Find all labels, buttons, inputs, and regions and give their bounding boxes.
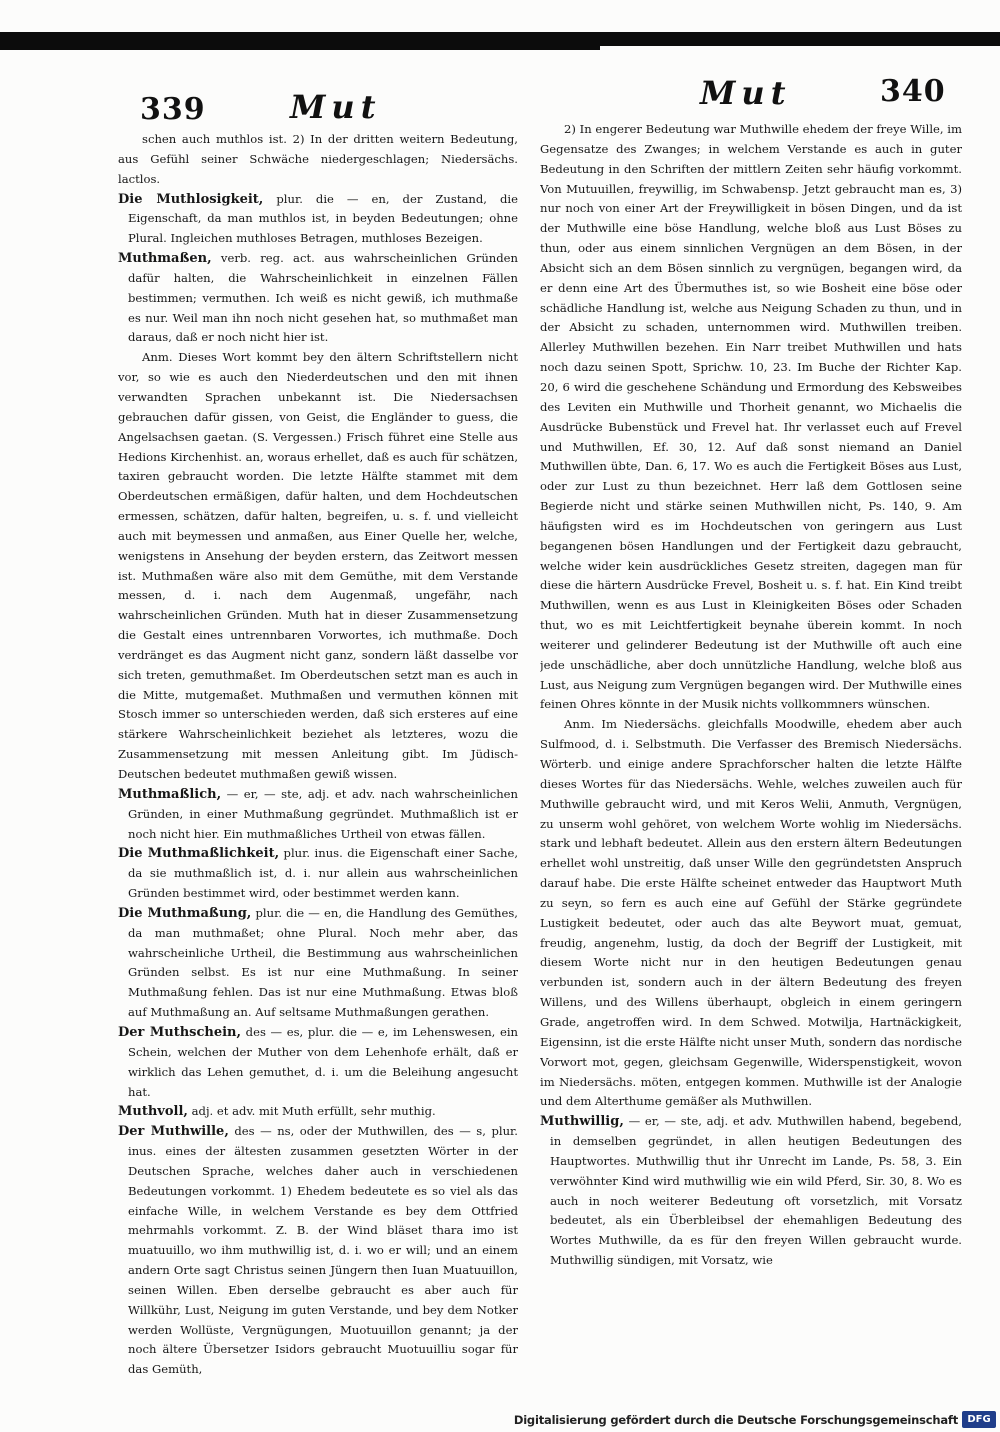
left-running-head: Mut — [290, 88, 382, 126]
dictionary-entry — [118, 844, 518, 904]
entry-definition: adj. et adv. mit Muth erfüllt, sehr muthig. — [191, 1104, 436, 1119]
entry-definition: des — es, plur. die — e, im Lehenswesen, ein Schein, welchen der Muther von dem Lehenhofe erhält, daß er wirklich das Lehen gemuthet, d. i. um die Beleihung angesucht hat. — [128, 1024, 518, 1099]
footer — [0, 1408, 1000, 1432]
continued-text: schen auch muthlos ist. 2) In der dritten weitern Bedeutung, aus Gefühl seiner Schwäche niedergeschlagen; Niedersächs. lactlos. — [118, 132, 518, 186]
dfg-logo: DFG — [962, 1411, 996, 1428]
entry-definition: plur. die — en, der Zustand, die Eigenschaft, da man muthlos ist, in beyden Bedeutungen; ohne Plural. Ingleichen muthloses Betragen, muthloses Bezeigen. — [128, 191, 518, 246]
dictionary-entry — [118, 190, 518, 250]
scan-border-top — [0, 32, 1000, 46]
entry-definition: plur. inus. die Eigenschaft einer Sache, da sie muthmaßlich ist, d. i. nur allein aus wahrscheinlichen Gründen bestimmet wird, oder bestimmet werden kann. — [128, 846, 518, 901]
left-column — [118, 130, 518, 1382]
entry-headword: Die Muthmaßung, — [118, 905, 252, 921]
scan-border-shadow — [0, 46, 600, 50]
continued-text: 2) In engerer Bedeutung war Muthwille ehedem der freye Wille, im Gegensatze des Zwanges; in welchem Verstande es auch in guter Bedeutung in den Schriften der mittlern Zeiten sehr häufig vorkommt. Von Mutuuillen, freywillig, im Schwabensp. Jetzt gebraucht man es, 3) nur noch von einer Art der Freywilligkeit in bösen Dingen, und da ist der Muthwille eine böse Handlung, welche bloß aus Lust Böses zu thun, oder aus einem sinnlichen Vergnügen an dem Bösen, in der Absicht sich an dem Bösen sinnlich zu vergnügen, begangen wird, da er denn eine Art des Übermuthes ist, so wie Bosheit eine böse oder schädliche Handlung ist, welche aus Neigung Schaden zu thun, und in der Absicht zu schaden, unternommen wird. Muthwillen treiben. Allerley Muthwillen bezehen. Ein Narr treibet Muthwillen und hats noch dazu seinen Spott, Sprichw. 10, 23. Im Buche der Richter Kap. 20, 6 wird die geschehene Schändung und Ermordung des Kebsweibes des Leviten ein Muthwille und Thorheit genannt, wo Michaelis die Ausdrücke Bubenstück und Frevel hat. Ihr verlasset euch auf Frevel und Muthwillen, Ef. 30, 12. Auf daß sonst niemand an Daniel Muthwillen übte, Dan. 6, 17. Wo es auch die Fertigkeit Böses aus Lust, oder zur Lust zu thun bezeichnet. Herr laß dem Gottlosen seine Begierde nicht und stärke seinen Muthwillen nicht, Ps. 140, 9. Am häufigsten wird es im Hochdeutschen von geringern aus Lust begangenen bösen Handlungen und der Fertigkeit dazu gebraucht, welche wider kein ausdrückliches Gesetz streiten, dagegen man für diese die härtern Ausdrücke Frevel, Bosheit u. s. f. hat. Ein Kind treibt Muthwillen, wenn es aus Lust in Kleinigkeiten Böses oder Schaden thut, wo es mit Leichtfertigkeit beynahe überein kommt. In noch weiterer und gelinderer Bedeutung ist der Muthwille oft auch eine jede unschädliche, aber doch unnützliche Handlung, welche bloß aus Lust, aus Neigung zum Vergnügen begangen wird. Der Muthwille eines feinen Ohres könnte in der Musik nichts vollkommners wünschen. — [540, 122, 962, 712]
entry-headword: Muthmaßen, — [118, 251, 212, 267]
entry-headword: Die Muthlosigkeit, — [118, 191, 264, 207]
entry-headword: Der Muthwille, — [118, 1124, 229, 1140]
funding-note: Digitalisierung gefördert durch die Deutsche Forschungsgemeinschaft — [513, 1413, 958, 1427]
entry-definition: — er, — ste, adj. et adv. Muthwillen habend, begebend, in demselben gegründet, in allen heutigen Bedeutungen des Hauptwortes. Muthwillig thut ihr Unrecht im Lande, Ps. 58, 3. Ein verwöhnter Kind wird muthwillig wie ein wild Pferd, Sir. 30, 8. Wo es auch in noch weiterer Bedeutung oft vorsetzlich, mit Vorsatz bedeutet, als ein Überbleibsel der ehemahligen Bedeutung des Wortes Muthwille, da es für den freyen Willen gebraucht wurde. Muthwillig sündigen, mit Vorsatz, wie — [550, 1114, 962, 1268]
entry-definition: — er, — ste, adj. et adv. nach wahrscheinlichen Gründen, in einer Muthmaßung gegründet. Muthmaßlich ist er noch nicht hier. Ein muthmaßliches Urtheil von etwas fällen. — [128, 786, 518, 841]
dictionary-entry — [118, 1102, 518, 1122]
dictionary-entry — [540, 1112, 962, 1271]
entry-headword: Muthvoll, — [118, 1104, 188, 1120]
dictionary-entry — [118, 785, 518, 845]
etymology-note: Anm. Im Niedersächs. gleichfalls Moodwille, ehedem aber auch Sulfmood, d. i. Selbstmuth. Die Verfasser des Bremisch Niedersächs. Wörterb. und einige andere Sprachforscher halten die letzte Hälfte dieses Wortes für das Niedersächs. Wehle, welches zuweilen auch für Muthwille gebraucht wird, und mit Keros Welii, Anmuth, Vergnügen, zu unserm wohl gehöret, von welchem Worte wohlig im Niedersächs. stark und lebhaft bedeutet. Allein aus den erstern ältern Bedeutungen erhellet wohl unstreitig, daß unser Wille den gegründetsten Anspruch darauf habe. Die erste Hälfte scheinet entweder das Hauptwort Muth zu seyn, so fern es auch eine auf Gefühl der Stärke gegründete Lustigkeit bedeutet, oder auch das alte Beywort muat, gemuat, freudig, angenehm, lustig, da doch der Begriff der Lustigkeit, mit diesem Worte nicht nur in den heutigen Bedeutungen genau verbunden ist, sondern auch in der ältern Bedeutung des freyen Willens, und des Willens überhaupt, obgleich in einem geringern Grade, angetroffen wird. In dem Schwed. Motwilja, Hartnäckigkeit, Eigensinn, ist die erste Hälfte nicht unser Muth, sondern das nordische Vorwort mot, gegen, gleichsam Gegenwille, Widerspenstigkeit, wovon im Niedersächs. möten, entgegen kommen. Muthwille ist der Analogie und dem Alterthume gemäßer als Muthwillen. — [540, 717, 962, 1109]
left-page-number: 339 — [140, 92, 206, 127]
dictionary-entry — [118, 904, 518, 1023]
dictionary-entry — [118, 249, 518, 348]
dictionary-entry — [118, 1122, 518, 1380]
entry-definition: des — ns, oder der Muthwillen, des — s, plur. inus. eines der ältesten zusammen gesetzten Wörter in der Deutschen Sprache, welches daher auch in verschiedenen Bedeutungen vorkommt. 1) Ehedem bedeutete es so viel als das einfache Wille, in welchem Verstande es bey dem Ottfried mehrmahls vorkommt. Z. B. der Wind bläset thara imo ist muatuuillo, wo ihm muthwillig ist, d. i. wo er will; und an einem andern Orte sagt Christus seinen Jüngern then Iuan Muatuuillon, seinen Willen. Eben derselbe gebraucht es aber auch für Willkühr, Lust, Neigung im guten Verstande, und bey dem Notker werden Wollüste, Vergnügungen, Muotuuillon genannt; ja der noch ältere Übersetzer Isidors gebraucht Muotuuilliu sogar für das Gemüth, — [128, 1124, 518, 1377]
entry-headword: Muthmaßlich, — [118, 786, 222, 802]
right-column — [540, 120, 962, 1382]
right-running-head: Mut — [700, 74, 792, 112]
right-page-number: 340 — [880, 74, 946, 109]
dictionary-entry — [118, 1023, 518, 1102]
entry-definition: verb. reg. act. aus wahrscheinlichen Gründen dafür halten, die Wahrscheinlichkeit in einzelnen Fällen bestimmen; vermuthen. Ich weiß es nicht gewiß, ich muthmaße es nur. Weil man ihn noch nicht gesehen hat, so muthmaßet man daraus, daß er noch nicht hier ist. — [128, 251, 518, 345]
entry-headword: Die Muthmaßlichkeit, — [118, 846, 280, 862]
entry-headword: Der Muthschein, — [118, 1024, 242, 1040]
entry-definition: plur. die — en, die Handlung des Gemüthes, da man muthmaßet; ohne Plural. Noch mehr aber, das wahrscheinliche Urtheil, die Bestimmung aus wahrscheinlichen Gründen selbst. Es ist nur eine Muthmaßung. In seiner Muthmaßung fehlen. Das ist nur eine Muthmaßung. Etwas bloß auf Muthmaßung an. Auf seltsame Muthmaßungen gerathen. — [128, 905, 518, 1020]
entry-headword: Muthwillig, — [540, 1114, 624, 1130]
etymology-note: Anm. Dieses Wort kommt bey den ältern Schriftstellern nicht vor, so wie es auch den Niederdeutschen und den mit ihnen verwandten Sprachen unbekannt ist. Die Niedersachsen gebrauchen dafür gissen, von Geist, die Engländer to guess, die Angelsachsen gaetan. (S. Vergessen.) Frisch führet eine Stelle aus Hedions Kirchenhist. an, woraus erhellet, daß es auch für schätzen, taxiren gebraucht worden. Die letzte Hälfte stammet mit dem Oberdeutschen ermäßigen, dafür halten, und dem Hochdeutschen ermessen, schätzen, dafür halten, begreifen, u. s. f. und vielleicht auch mit beymessen und anmaßen, aus Einer Quelle her, welche, wenigstens in Ansehung der beyden erstern, das Zeitwort messen ist. Muthmaßen wäre also mit dem Gemüthe, mit dem Verstande messen, d. i. nach dem Augenmaß, ungefähr, nach wahrscheinlichen Gründen. Muth hat in dieser Zusammensetzung die Gestalt eines untrennbaren Vorwortes, ich muthmaße. Doch verdränget es das Augment nicht ganz, sondern läßt dasselbe vor sich treten, gemuthmaßet. Im Oberdeutschen setzt man es auch in die Mitte, mutgemaßet. Muthmaßen und vermuthen können mit Stosch immer so unterschieden werden, daß sich ersteres auf eine stärkere Wahrscheinlichkeit beziehet als letzteres, wozu die Zusammensetzung mit messen Anleitung gibt. Im Jüdisch-Deutschen bedeutet muthmaßen gewiß wissen. — [118, 350, 518, 781]
